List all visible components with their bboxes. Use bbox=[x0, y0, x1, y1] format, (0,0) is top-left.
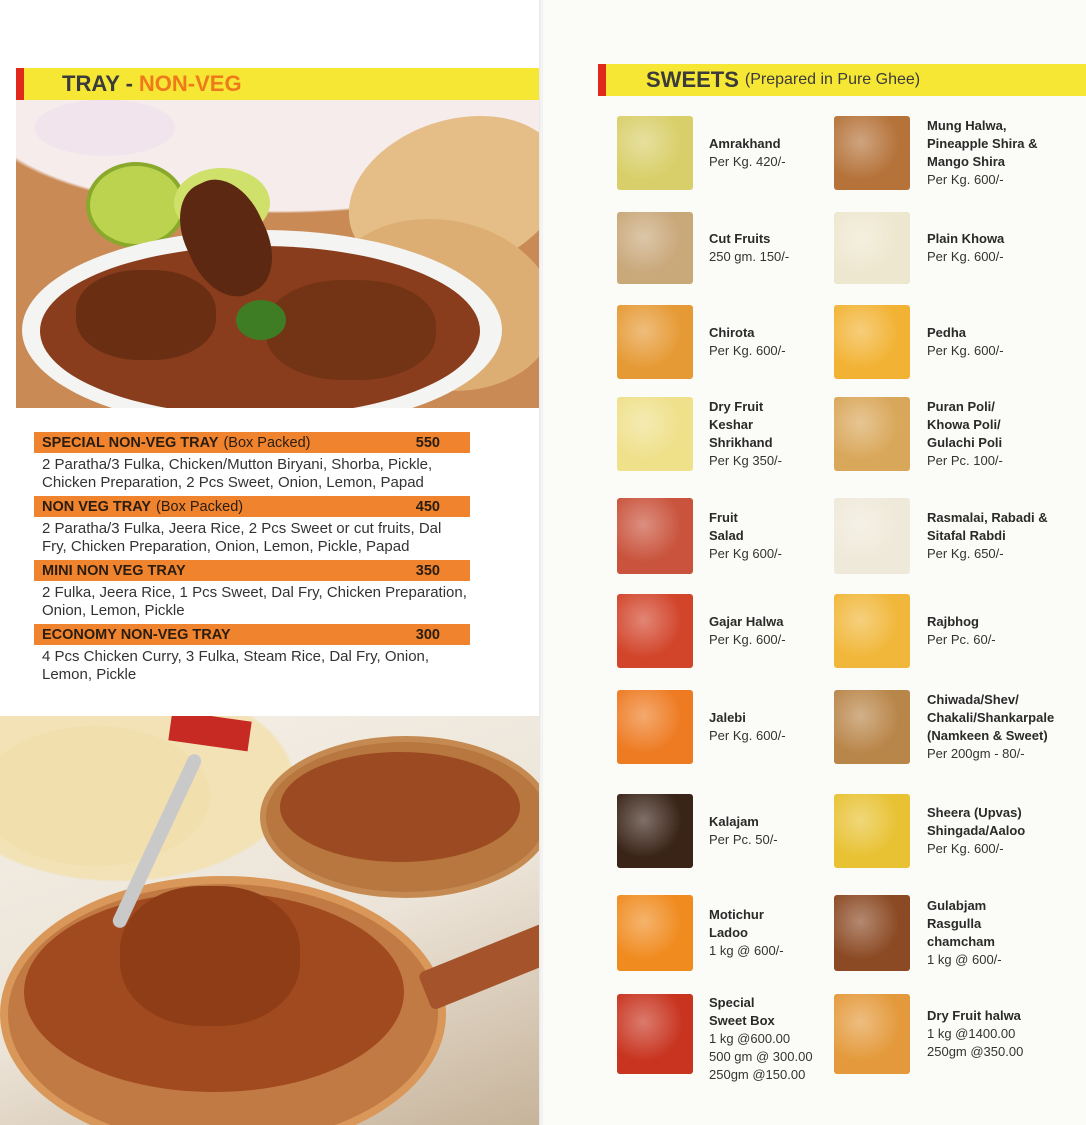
sweet-name: Sheera (Upvas) Shingada/Aaloo bbox=[927, 805, 1026, 838]
sweet-price: Per Kg. 600/- bbox=[709, 632, 786, 647]
sweet-item bbox=[709, 135, 786, 171]
sweet-name: Dry Fruit Keshar Shrikhand bbox=[709, 399, 773, 450]
sweet-item bbox=[927, 613, 996, 649]
sweet-item bbox=[709, 994, 813, 1084]
tray-price: 550 bbox=[415, 434, 440, 451]
sweet-name: Rasmalai, Rabadi & Sitafal Rabdi bbox=[927, 510, 1048, 543]
sweet-item bbox=[927, 324, 1004, 360]
sweet-price: Per Kg. 600/- bbox=[709, 728, 786, 743]
sweet-name: Plain Khowa bbox=[927, 231, 1005, 246]
sweet-name: Jalebi bbox=[709, 710, 746, 725]
sweet-price: Per Kg. 600/- bbox=[927, 172, 1004, 187]
sweet-name: Kalajam bbox=[709, 814, 759, 829]
tray-price: 450 bbox=[415, 498, 440, 515]
lime-shape bbox=[86, 162, 186, 248]
curry-back bbox=[280, 752, 520, 862]
sweet-thumbnail bbox=[834, 305, 910, 379]
tray-description: 4 Pcs Chicken Curry, 3 Fulka, Steam Rice, Dal Fry, Onion, Lemon, Pickle bbox=[42, 648, 430, 683]
sweet-price: Per Kg 350/- bbox=[709, 453, 782, 468]
sweet-price: Per Kg. 650/- bbox=[927, 546, 1004, 561]
tray-pack: (Box Packed) bbox=[156, 498, 244, 515]
tray-pack: (Box Packed) bbox=[223, 434, 311, 451]
sweet-thumbnail bbox=[617, 794, 693, 868]
sweet-name: Special Sweet Box bbox=[709, 995, 775, 1028]
chicken-piece-2 bbox=[266, 280, 436, 380]
sweet-price: Per Kg. 420/- bbox=[709, 154, 786, 169]
tray-name: ECONOMY NON-VEG TRAY bbox=[42, 626, 231, 643]
sweet-thumbnail bbox=[617, 397, 693, 471]
sweet-thumbnail bbox=[617, 994, 693, 1074]
tray-nonveg-header bbox=[16, 68, 539, 100]
sweet-name: Chiwada/Shev/ Chakali/Shankarpale (Namkeen & Sweet) bbox=[927, 692, 1055, 743]
sweet-price: Per Pc. 50/- bbox=[709, 832, 778, 847]
sweets-header bbox=[598, 64, 1086, 96]
chicken-chunk bbox=[120, 886, 300, 1026]
tray-price: 350 bbox=[415, 562, 440, 579]
sweet-price: Per Kg. 600/- bbox=[927, 249, 1004, 264]
header-title-part1: TRAY - bbox=[62, 71, 133, 96]
sweet-item bbox=[709, 613, 786, 649]
sweet-name: Puran Poli/ Khowa Poli/ Gulachi Poli bbox=[927, 399, 1003, 450]
sweet-price: 250 gm. 150/- bbox=[709, 249, 790, 264]
sweet-item bbox=[927, 509, 1048, 563]
tray-price: 300 bbox=[415, 626, 440, 643]
sweet-price: 1 kg @ 600/- bbox=[927, 952, 1002, 967]
sweet-thumbnail bbox=[834, 594, 910, 668]
sweet-item bbox=[709, 230, 789, 266]
sweet-price: Per Kg. 600/- bbox=[927, 343, 1004, 358]
sweet-thumbnail bbox=[834, 397, 910, 471]
tray-entry bbox=[34, 560, 470, 621]
sweet-item bbox=[927, 691, 1054, 763]
tray-name: MINI NON VEG TRAY bbox=[42, 562, 186, 579]
header-red-marker bbox=[598, 64, 606, 96]
sweet-name: Gulabjam Rasgulla chamcham bbox=[927, 898, 995, 949]
sweet-thumbnail bbox=[834, 498, 910, 574]
sweet-item bbox=[927, 804, 1025, 858]
tray-entry bbox=[34, 496, 470, 557]
tray-title-bar bbox=[34, 496, 470, 517]
sweet-name: Chirota bbox=[709, 325, 755, 340]
sweet-thumbnail bbox=[617, 690, 693, 764]
sweet-name: Fruit Salad bbox=[709, 510, 744, 543]
sweet-price: Per Kg 600/- bbox=[709, 546, 782, 561]
sweet-thumbnail bbox=[617, 895, 693, 971]
tray-name: NON VEG TRAY bbox=[42, 498, 152, 515]
sweet-item bbox=[709, 906, 784, 960]
sweet-thumbnail bbox=[617, 116, 693, 190]
sweet-thumbnail bbox=[834, 994, 910, 1074]
sweet-thumbnail bbox=[834, 116, 910, 190]
sweet-item bbox=[927, 1007, 1023, 1061]
sweet-thumbnail bbox=[834, 212, 910, 284]
tray-entry bbox=[34, 624, 470, 685]
tray-description: 2 Paratha/3 Fulka, Chicken/Mutton Biryani, Shorba, Pickle, Chicken Preparation, 2 Pcs Sweet, Onion, Lemon, Papad bbox=[42, 456, 433, 491]
sweet-item bbox=[709, 709, 786, 745]
chicken-curry-photo bbox=[16, 100, 539, 408]
sweet-price: Per Kg. 600/- bbox=[927, 841, 1004, 856]
sweet-thumbnail bbox=[834, 690, 910, 764]
sweet-thumbnail bbox=[617, 212, 693, 284]
sweet-name: Rajbhog bbox=[927, 614, 979, 629]
sweet-thumbnail bbox=[617, 498, 693, 574]
sweet-name: Gajar Halwa bbox=[709, 614, 784, 629]
sweet-name: Amrakhand bbox=[709, 136, 781, 151]
sweet-price: Per 200gm - 80/- bbox=[927, 746, 1025, 761]
sweet-price: Per Kg. 600/- bbox=[709, 343, 786, 358]
sweet-item bbox=[927, 230, 1004, 266]
sweet-item bbox=[927, 897, 1002, 969]
tray-entry bbox=[34, 432, 470, 493]
sweet-price: 1 kg @1400.00 250gm @350.00 bbox=[927, 1026, 1024, 1059]
sweets-title: SWEETS bbox=[646, 67, 739, 92]
sweet-price: 1 kg @ 600/- bbox=[709, 943, 784, 958]
sweet-thumbnail bbox=[617, 594, 693, 668]
sweet-price: 1 kg @600.00 500 gm @ 300.00 250gm @150.00 bbox=[709, 1031, 813, 1082]
tray-description: 2 Fulka, Jeera Rice, 1 Pcs Sweet, Dal Fry, Chicken Preparation, Onion, Lemon, Pickle bbox=[42, 584, 467, 619]
sweet-item bbox=[927, 117, 1038, 189]
sweet-name: Pedha bbox=[927, 325, 967, 340]
chicken-handi-photo bbox=[0, 716, 539, 1125]
left-page bbox=[0, 0, 540, 1125]
cinnamon-stick bbox=[418, 921, 539, 1011]
sweet-thumbnail bbox=[834, 895, 910, 971]
sweet-price: Per Pc. 60/- bbox=[927, 632, 996, 647]
header-red-marker bbox=[16, 68, 24, 100]
sweet-price: Per Pc. 100/- bbox=[927, 453, 1003, 468]
sweet-name: Dry Fruit halwa bbox=[927, 1008, 1021, 1023]
red-napkin bbox=[168, 716, 251, 751]
sweet-name: Motichur Ladoo bbox=[709, 907, 764, 940]
tray-name: SPECIAL NON-VEG TRAY bbox=[42, 434, 219, 451]
sweet-item bbox=[709, 324, 786, 360]
tray-title-bar bbox=[34, 624, 470, 645]
header-title-part2: NON-VEG bbox=[138, 71, 242, 96]
sweet-item bbox=[927, 398, 1003, 470]
tray-price-list bbox=[34, 432, 470, 688]
sweet-item bbox=[709, 509, 782, 563]
sweet-item bbox=[709, 813, 778, 849]
sweet-name: Mung Halwa, Pineapple Shira & Mango Shira bbox=[927, 118, 1038, 169]
tray-title-bar bbox=[34, 560, 470, 581]
sweet-thumbnail bbox=[617, 305, 693, 379]
sweet-name: Cut Fruits bbox=[709, 231, 771, 246]
sweets-subtitle: (Prepared in Pure Ghee) bbox=[744, 71, 921, 88]
sweet-item bbox=[709, 398, 782, 470]
chicken-piece bbox=[76, 270, 216, 360]
coriander-leaf bbox=[236, 300, 286, 340]
sweet-thumbnail bbox=[834, 794, 910, 868]
tray-title-bar bbox=[34, 432, 470, 453]
tray-description: 2 Paratha/3 Fulka, Jeera Rice, 2 Pcs Sweet or cut fruits, Dal Fry, Chicken Preparation, Onion, Lemon, Pickle, Papad bbox=[42, 520, 442, 555]
